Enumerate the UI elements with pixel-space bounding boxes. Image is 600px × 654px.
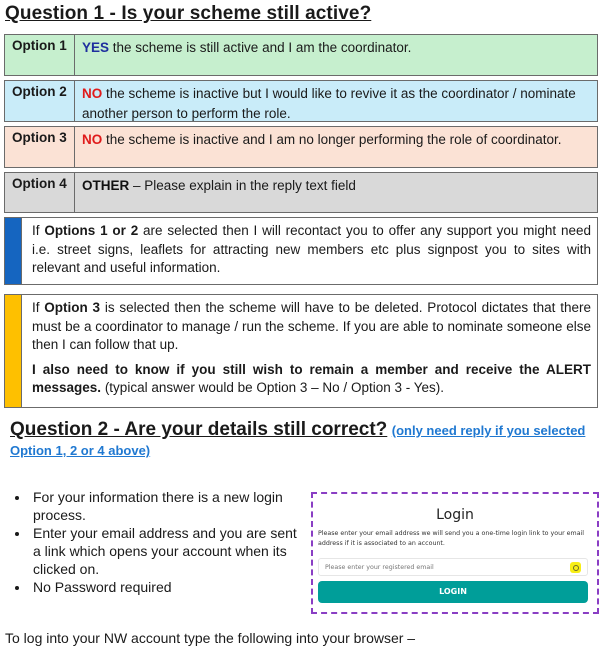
note-option-3 (4, 294, 598, 408)
option-2-row (4, 80, 598, 122)
option-text (75, 35, 411, 75)
list-item: • For your information there is a new login process. (30, 488, 300, 524)
option-description: – Please explain in the reply text field (129, 178, 356, 193)
note-color-bar (5, 295, 22, 407)
note-body (22, 218, 597, 284)
option-keyword: OTHER (82, 178, 130, 193)
option-label: Option 1 (5, 35, 75, 75)
option-keyword: YES (82, 40, 110, 55)
option-text (75, 173, 356, 212)
question-2-condition-link[interactable]: (only need reply if you selected Option 1, 2 or 4 above) (10, 423, 586, 458)
note-text: (typical answer would be Option 3 – No / Option 3 - Yes). (101, 380, 444, 395)
login-screenshot-card (311, 492, 599, 614)
note-prefix: If (32, 300, 45, 315)
footer-text: To log into your NW account type the following into your browser – (5, 630, 416, 646)
note-bold: Option 3 (44, 300, 101, 315)
option-text (75, 127, 562, 167)
note-bold: Options 1 or 2 (44, 223, 139, 238)
option-label: Option 3 (5, 127, 75, 167)
login-button[interactable]: LOGIN (318, 581, 588, 603)
option-label: Option 4 (5, 173, 75, 212)
option-description: the scheme is inactive and I am no longer performing the role of coordinator. (102, 132, 562, 147)
login-info-list (10, 488, 300, 596)
note-prefix: If (32, 223, 45, 238)
option-label: Option 2 (5, 81, 75, 121)
note-body (22, 295, 597, 407)
note-paragraph (32, 299, 591, 355)
question-1-title: Question 1 - Is your scheme still active? (5, 3, 372, 24)
question-2-title: Question 2 - Are your details still correct? (10, 419, 388, 440)
note-text: is selected then the scheme will have to be deleted. Protocol dictates that there must be a coordinator to manage / run the scheme. If you are able to nominate someone else then I can follow that up. (32, 300, 591, 352)
login-title: Login (436, 507, 474, 523)
list-item: • Enter your email address and you are sent a link which opens your account when its clicked on. (30, 524, 300, 578)
option-3-row (4, 126, 598, 168)
login-description: Please enter your email address we will send you a one-time login link to your email address if it is associated to an account. (318, 530, 585, 547)
note-text: are selected then I will recontact you to offer any support you might need i.e. street signs, leaflets for attracting new members etc plus signpost you to sites with relevant and useful information. (32, 223, 591, 275)
question-2-heading (10, 420, 600, 461)
option-text (75, 81, 597, 121)
option-1-row (4, 34, 598, 76)
option-description: the scheme is still active and I am the coordinator. (109, 40, 412, 55)
note-bold: I also need to know if you still wish to remain a member and receive the ALERT messages. (32, 361, 591, 395)
email-placeholder: Please enter your registered email (325, 564, 434, 571)
option-keyword: NO (82, 86, 103, 101)
list-item: • No Password required (30, 578, 300, 596)
option-description: the scheme is inactive but I would like to revive it as the coordinator / nominate another person to perform the role. (82, 86, 576, 121)
password-manager-icon[interactable] (570, 562, 581, 573)
option-4-row (4, 172, 598, 213)
note-options-1-2 (4, 217, 598, 285)
email-input[interactable] (318, 558, 588, 576)
option-keyword: NO (82, 132, 103, 147)
note-color-bar (5, 218, 22, 284)
note-paragraph (32, 361, 591, 398)
